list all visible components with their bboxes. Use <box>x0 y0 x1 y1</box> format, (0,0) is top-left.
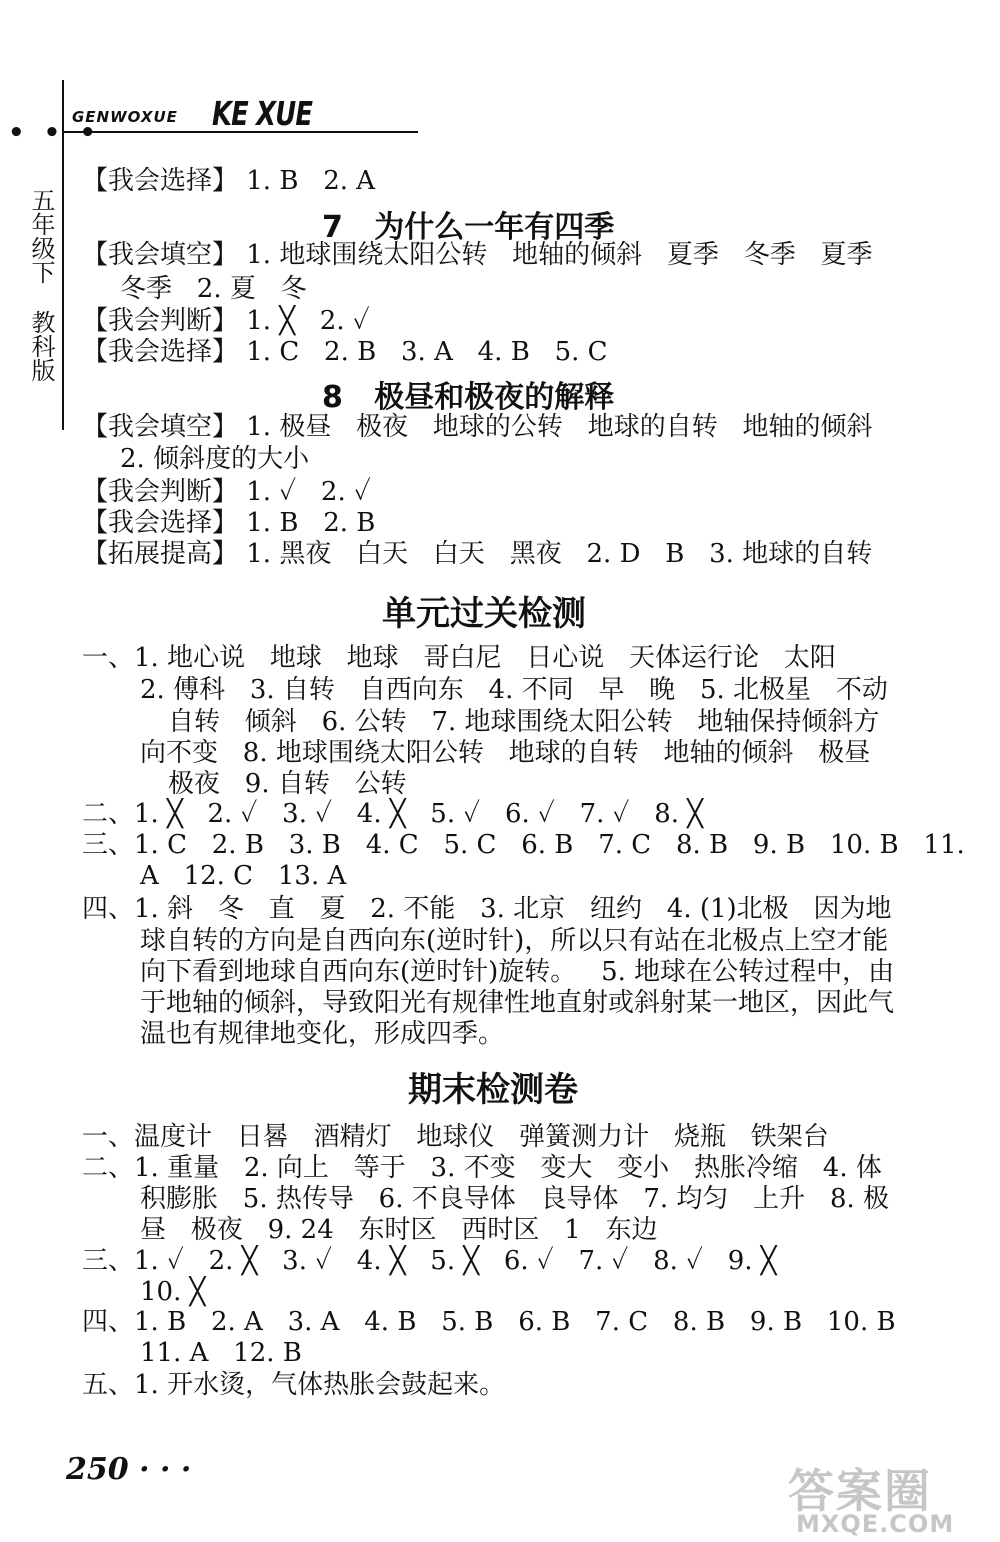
answer-line: 【我会选择】 1. B 2. A <box>82 166 376 196</box>
answer-line: 冬季 2. 夏 冬 <box>120 274 307 304</box>
answer-line: 【我会判断】 1. ✓ 2. ✓ <box>82 477 371 507</box>
answer-line: 球自转的方向是自西向东(逆时针)，所以只有站在北极点上空才能 <box>140 926 889 956</box>
final-exam-heading: 期末检测卷 <box>408 1070 578 1110</box>
header-rule <box>62 131 418 133</box>
answer-line: 四、1. 斜 冬 直 夏 2. 不能 3. 北京 纽约 4. (1)北极 因为地 <box>82 894 892 924</box>
answer-line: 11. A 12. B <box>140 1338 302 1368</box>
answer-line: 于地轴的倾斜，导致阳光有规律性地直射或斜射某一地区，因此气 <box>140 988 895 1018</box>
answer-line: 三、1. C 2. B 3. B 4. C 5. C 6. B 7. C 8. B 9. B 10. B 11. <box>82 830 965 860</box>
answer-line: 【我会填空】 1. 地球围绕太阳公转 地轴的倾斜 夏季 冬季 夏季 <box>82 240 873 270</box>
side-rule <box>62 80 64 430</box>
answer-line: 二、1. 重量 2. 向上 等于 3. 不变 变大 变小 热胀冷缩 4. 体 <box>82 1153 882 1183</box>
answer-line: A 12. C 13. A <box>140 861 347 891</box>
answer-line: 【拓展提高】 1. 黑夜 白天 白天 黑夜 2. D B 3. 地球的自转 <box>82 539 873 569</box>
answer-line: 一、温度计 日晷 酒精灯 地球仪 弹簧测力计 烧瓶 铁架台 <box>82 1122 829 1152</box>
answer-line: 二、1. ╳ 2. ✓ 3. ✓ 4. ╳ 5. ✓ 6. ✓ 7. ✓ 8. ╳ <box>82 799 703 829</box>
answer-line: 2. 傅科 3. 自转 自西向东 4. 不同 早 晚 5. 北极星 不动 <box>140 675 888 705</box>
answer-line: 【我会判断】 1. ╳ 2. ✓ <box>82 306 370 336</box>
watermark-url: MXQE.COM <box>796 1510 955 1538</box>
answer-line: 向下看到地球自西向东(逆时针)旋转。 5. 地球在公转过程中，由 <box>140 957 895 987</box>
answer-line: 三、1. ✓ 2. ╳ 3. ✓ 4. ╳ 5. ╳ 6. ✓ 7. ✓ 8. ✓ 9. ╳ <box>82 1246 777 1276</box>
answer-line: 温也有规律地变化，形成四季。 <box>140 1019 505 1049</box>
answer-line: 一、1. 地心说 地球 地球 哥白尼 日心说 天体运行论 太阳 <box>82 643 836 673</box>
answer-line: 五、1. 开水烫，气体热胀会鼓起来。 <box>82 1370 506 1400</box>
answer-line: 积膨胀 5. 热传导 6. 不良导体 良导体 7. 均匀 上升 8. 极 <box>140 1184 890 1214</box>
answer-line: 【我会选择】 1. B 2. B <box>82 508 376 538</box>
answer-line: 2. 倾斜度的大小 <box>120 444 310 474</box>
unit-test-heading: 单元过关检测 <box>382 594 586 634</box>
answer-line: 极夜 9. 自转 公转 <box>168 769 407 799</box>
side-grade-label: 五年级下 <box>27 188 55 284</box>
header-subject-title: KE XUE <box>212 94 313 133</box>
section-heading-8: 8 极昼和极夜的解释 <box>322 380 615 415</box>
header-dots: • • • <box>8 118 101 148</box>
side-edition-label: 教科版 <box>27 310 55 382</box>
page-number: 250 · · · <box>66 1452 192 1487</box>
header-subject-pinyin: GENWOXUE <box>72 108 178 126</box>
answer-line: 10. ╳ <box>140 1277 206 1307</box>
answer-line: 四、1. B 2. A 3. A 4. B 5. B 6. B 7. C 8. B 9. B 10. B <box>82 1307 896 1337</box>
answer-line: 向不变 8. 地球围绕太阳公转 地球的自转 地轴的倾斜 极昼 <box>140 738 871 768</box>
answer-line: 【我会填空】 1. 极昼 极夜 地球的公转 地球的自转 地轴的倾斜 <box>82 412 873 442</box>
watermark-logo-text: 答案圈 <box>788 1464 932 1518</box>
answer-line: 昼 极夜 9. 24 东时区 西时区 1 东边 <box>140 1215 658 1245</box>
section-heading-7: 7 为什么一年有四季 <box>322 210 615 245</box>
answer-line: 【我会选择】 1. C 2. B 3. A 4. B 5. C <box>82 337 608 367</box>
answer-line: 自转 倾斜 6. 公转 7. 地球围绕太阳公转 地轴保持倾斜方 <box>168 707 880 737</box>
